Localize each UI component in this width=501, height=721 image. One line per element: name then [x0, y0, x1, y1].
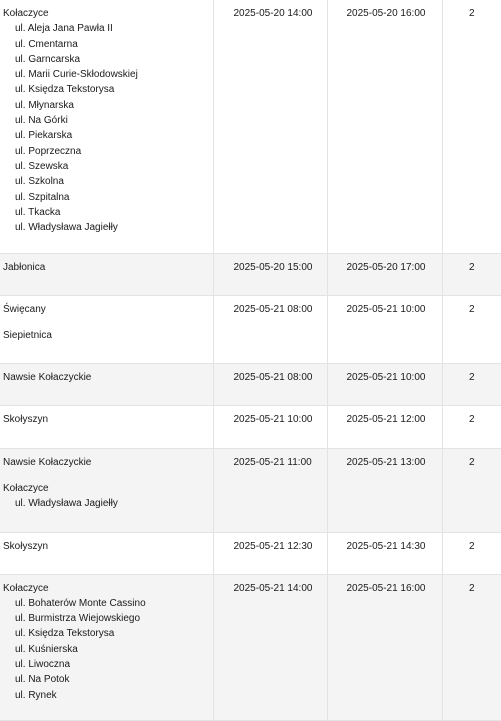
location-group: [3, 302, 213, 317]
town-name: Nawsie Kołaczyckie: [3, 456, 92, 468]
town-name: Skołyszyn: [3, 413, 49, 425]
street-name: ul. Księdza Tekstorysa: [15, 84, 115, 96]
end-time-cell: 2025-05-21 10:00: [327, 363, 442, 405]
end-time-cell: 2025-05-21 10:00: [327, 295, 442, 363]
street-name: ul. Młynarska: [15, 99, 74, 111]
location-group: [3, 539, 213, 554]
street-name: ul. Liwoczna: [15, 658, 71, 670]
table-row: [0, 574, 501, 720]
table-row: [0, 448, 501, 532]
location-cell: [0, 0, 213, 253]
table-row: [0, 405, 501, 448]
street-name: ul. Cmentarna: [15, 38, 78, 50]
town-name: Siepietnica: [3, 329, 52, 341]
end-time-cell: 2025-05-20 17:00: [327, 253, 442, 295]
end-time-cell: 2025-05-20 16:00: [327, 0, 442, 253]
end-time-cell: 2025-05-21 13:00: [327, 448, 442, 532]
location-group: [3, 6, 213, 235]
location-cell: [0, 253, 213, 295]
town-name: Nawsie Kołaczyckie: [3, 371, 92, 383]
street-name: ul. Szewska: [15, 160, 69, 172]
start-time-cell: 2025-05-21 10:00: [213, 405, 327, 448]
street-name: ul. Tkacka: [15, 206, 61, 218]
location-group: [3, 455, 213, 470]
street-name: ul. Szkolna: [15, 176, 64, 188]
street-name: ul. Piekarska: [15, 130, 73, 142]
town-name: Kołaczyce: [3, 482, 49, 494]
location-group: [3, 581, 213, 703]
town-name: Kołaczyce: [3, 582, 49, 594]
start-time-cell: 2025-05-21 14:00: [213, 574, 327, 720]
town-name: Święcany: [3, 303, 46, 315]
start-time-cell: 2025-05-20 15:00: [213, 253, 327, 295]
street-name: ul. Garncarska: [15, 53, 81, 65]
location-cell: [0, 405, 213, 448]
street-name: ul. Aleja Jana Pawła II: [15, 23, 113, 35]
start-time-cell: 2025-05-20 14:00: [213, 0, 327, 253]
end-time-cell: 2025-05-21 16:00: [327, 574, 442, 720]
table-row: [0, 532, 501, 574]
street-name: ul. Burmistrza Wiejowskiego: [15, 613, 141, 625]
start-time-cell: 2025-05-21 08:00: [213, 363, 327, 405]
count-cell: 2: [442, 253, 501, 295]
street-list: [3, 496, 213, 511]
town-name: Kołaczyce: [3, 8, 49, 19]
street-name: ul. Rynek: [15, 689, 57, 701]
count-cell: 2: [442, 532, 501, 574]
location-cell: [0, 532, 213, 574]
count-cell: 2: [442, 405, 501, 448]
count-cell: 2: [442, 295, 501, 363]
location-cell: [0, 295, 213, 363]
street-name: ul. Bohaterów Monte Cassino: [15, 597, 146, 609]
end-time-cell: 2025-05-21 14:30: [327, 532, 442, 574]
street-name: ul. Szpitalna: [15, 191, 70, 203]
street-name: ul. Poprzeczna: [15, 145, 82, 157]
start-time-cell: 2025-05-21 12:30: [213, 532, 327, 574]
street-list: [3, 21, 213, 235]
count-cell: 2: [442, 0, 501, 253]
table-row: [0, 0, 501, 253]
town-name: Skołyszyn: [3, 540, 49, 552]
street-list: [3, 596, 213, 703]
count-cell: 2: [442, 574, 501, 720]
location-group: [3, 481, 213, 512]
table-row: [0, 253, 501, 295]
end-time-cell: 2025-05-21 12:00: [327, 405, 442, 448]
street-name: ul. Władysława Jagiełły: [15, 498, 118, 510]
location-group: [3, 328, 213, 343]
town-name: Jabłonica: [3, 261, 46, 273]
table-row: [0, 295, 501, 363]
start-time-cell: 2025-05-21 11:00: [213, 448, 327, 532]
count-cell: 2: [442, 363, 501, 405]
street-name: ul. Marii Curie-Skłodowskiej: [15, 69, 138, 81]
table-row: [0, 363, 501, 405]
street-name: ul. Księdza Tekstorysa: [15, 628, 115, 640]
location-cell: [0, 574, 213, 720]
street-name: ul. Na Górki: [15, 115, 68, 127]
location-group: [3, 260, 213, 275]
street-name: ul. Na Potok: [15, 674, 70, 686]
location-cell: [0, 363, 213, 405]
location-group: [3, 370, 213, 385]
street-name: ul. Władysława Jagiełły: [15, 222, 118, 234]
count-cell: 2: [442, 448, 501, 532]
location-cell: [0, 448, 213, 532]
street-name: ul. Kuśnierska: [15, 643, 78, 655]
start-time-cell: 2025-05-21 08:00: [213, 295, 327, 363]
location-group: [3, 412, 213, 427]
